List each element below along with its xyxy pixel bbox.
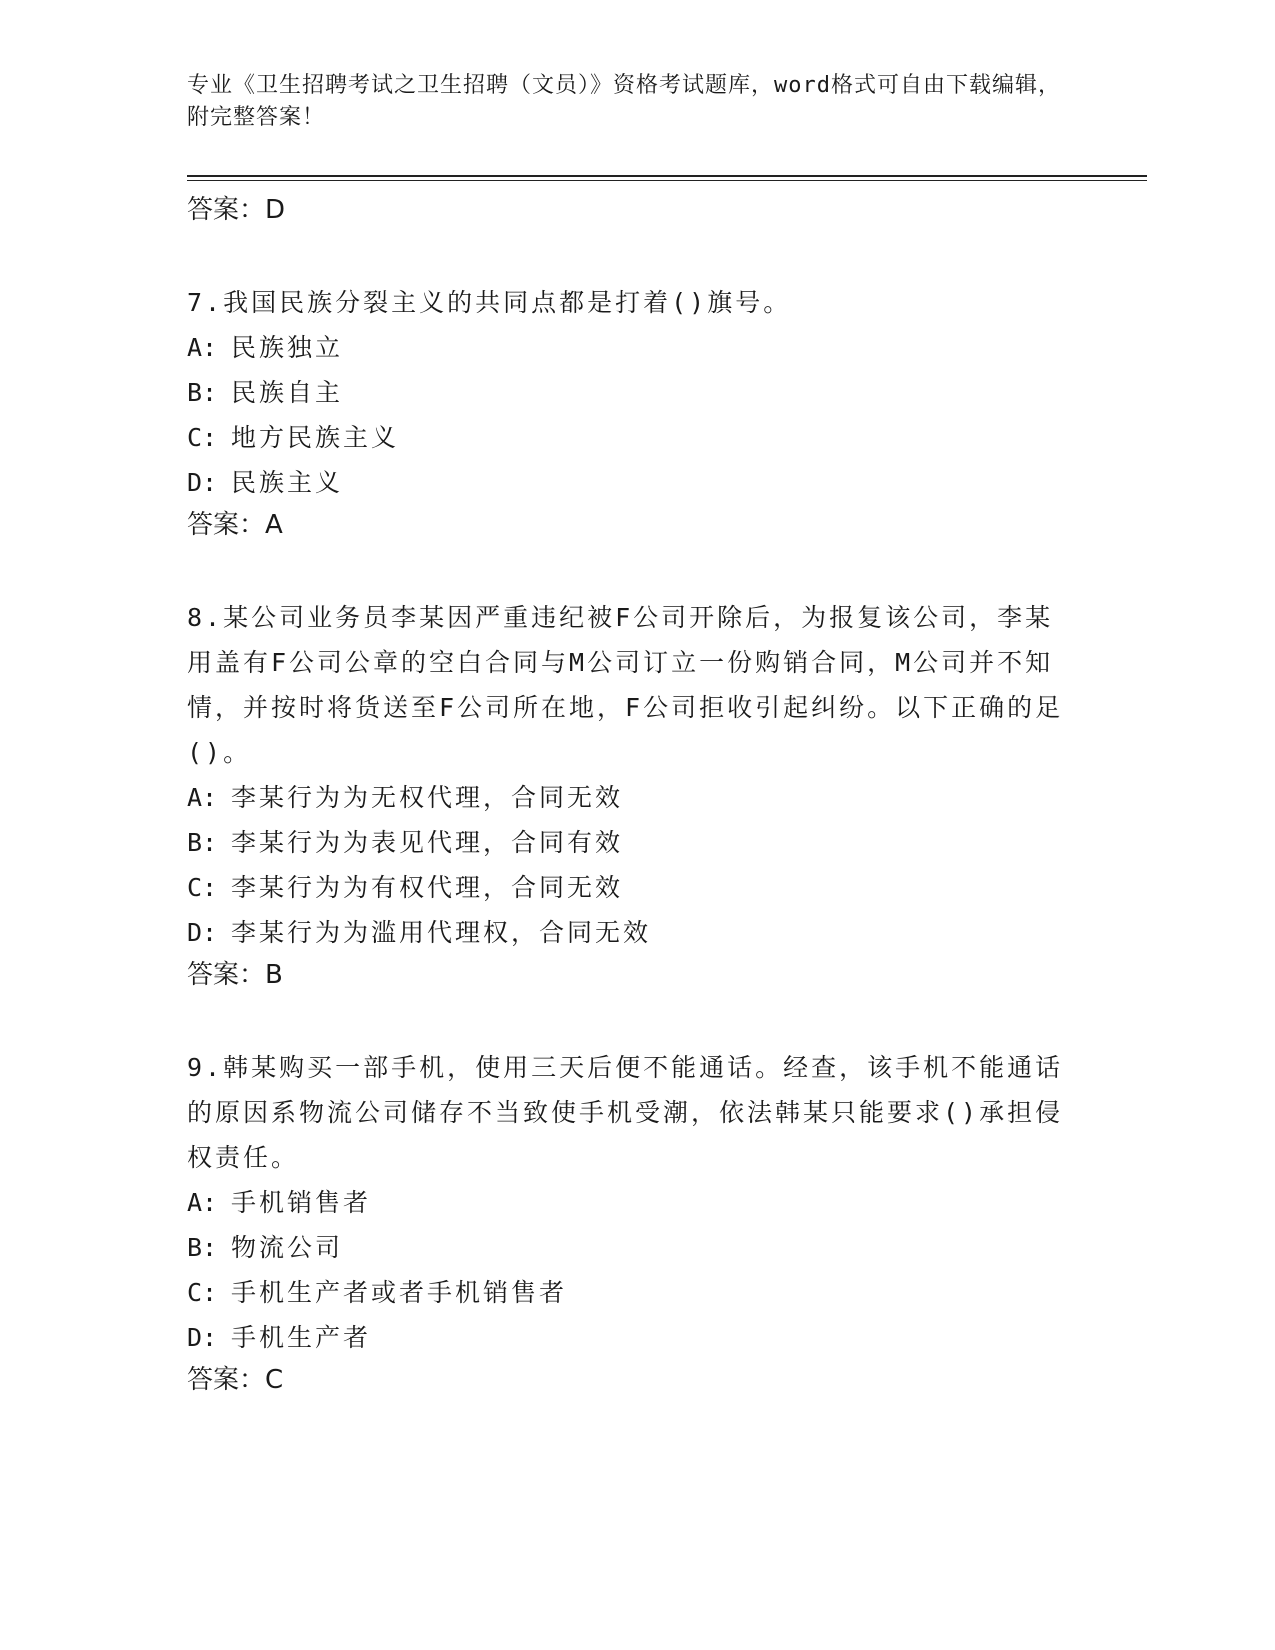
- option-a: [187, 775, 1087, 820]
- option-key: A:: [187, 783, 218, 812]
- option-key: C:: [187, 423, 218, 452]
- option-text: 地方民族主义: [231, 423, 400, 452]
- option-key: A:: [187, 333, 218, 362]
- question-text: 9.韩某购买一部手机，使用三天后便不能通话。经查，该手机不能通话的原因系物流公司储存不当致使手机受潮，依法韩某只能要求()承担侵权责任。: [187, 1053, 1064, 1172]
- option-key: C:: [187, 873, 218, 902]
- option-c: [187, 1270, 1087, 1315]
- question-block: [187, 1045, 1087, 1400]
- answer-line: 答案：D: [187, 195, 286, 225]
- option-text: 李某行为为滥用代理权，合同无效: [231, 918, 652, 947]
- option-text: 民族自主: [231, 378, 344, 407]
- question-block: [187, 280, 1087, 545]
- option-text: 李某行为为无权代理，合同无效: [231, 783, 624, 812]
- answer-line: 答案：B: [187, 960, 283, 990]
- option-key: C:: [187, 1278, 218, 1307]
- option-c: [187, 415, 1087, 460]
- document-header: 专业《卫生招聘考试之卫生招聘（文员）》资格考试题库，word格式可自由下载编辑，附完整答案！: [187, 73, 1061, 130]
- option-key: D:: [187, 1323, 218, 1352]
- option-b: [187, 370, 1087, 415]
- option-d: [187, 910, 1087, 955]
- question-block: [187, 595, 1087, 995]
- option-text: 民族独立: [231, 333, 344, 362]
- option-text: 民族主义: [231, 468, 344, 497]
- option-text: 李某行为为表见代理，合同有效: [231, 828, 624, 857]
- option-key: D:: [187, 918, 218, 947]
- option-key: B:: [187, 1233, 218, 1262]
- question-text: 8.某公司业务员李某因严重违纪被F公司开除后，为报复该公司，李某用盖有F公司公章的空白合同与M公司订立一份购销合同，M公司并不知情，并按时将货送至F公司所在地，F公司拒收引起纠纷。以下正确的足()。: [187, 603, 1064, 767]
- option-key: D:: [187, 468, 218, 497]
- header-divider: [187, 175, 1147, 181]
- question-list: [187, 190, 1087, 1400]
- answer-line: 答案：C: [187, 1365, 284, 1395]
- option-key: A:: [187, 1188, 218, 1217]
- option-text: 李某行为为有权代理，合同无效: [231, 873, 624, 902]
- option-b: [187, 820, 1087, 865]
- option-d: [187, 1315, 1087, 1360]
- answer-line: 答案：A: [187, 510, 283, 540]
- option-key: B:: [187, 378, 218, 407]
- option-c: [187, 865, 1087, 910]
- option-text: 手机生产者或者手机销售者: [231, 1278, 568, 1307]
- option-text: 手机销售者: [231, 1188, 372, 1217]
- question-text: 7.我国民族分裂主义的共同点都是打着()旗号。: [187, 288, 792, 317]
- option-d: [187, 460, 1087, 505]
- option-b: [187, 1225, 1087, 1270]
- option-text: 物流公司: [231, 1233, 344, 1262]
- option-a: [187, 325, 1087, 370]
- option-text: 手机生产者: [231, 1323, 372, 1352]
- option-key: B:: [187, 828, 218, 857]
- option-a: [187, 1180, 1087, 1225]
